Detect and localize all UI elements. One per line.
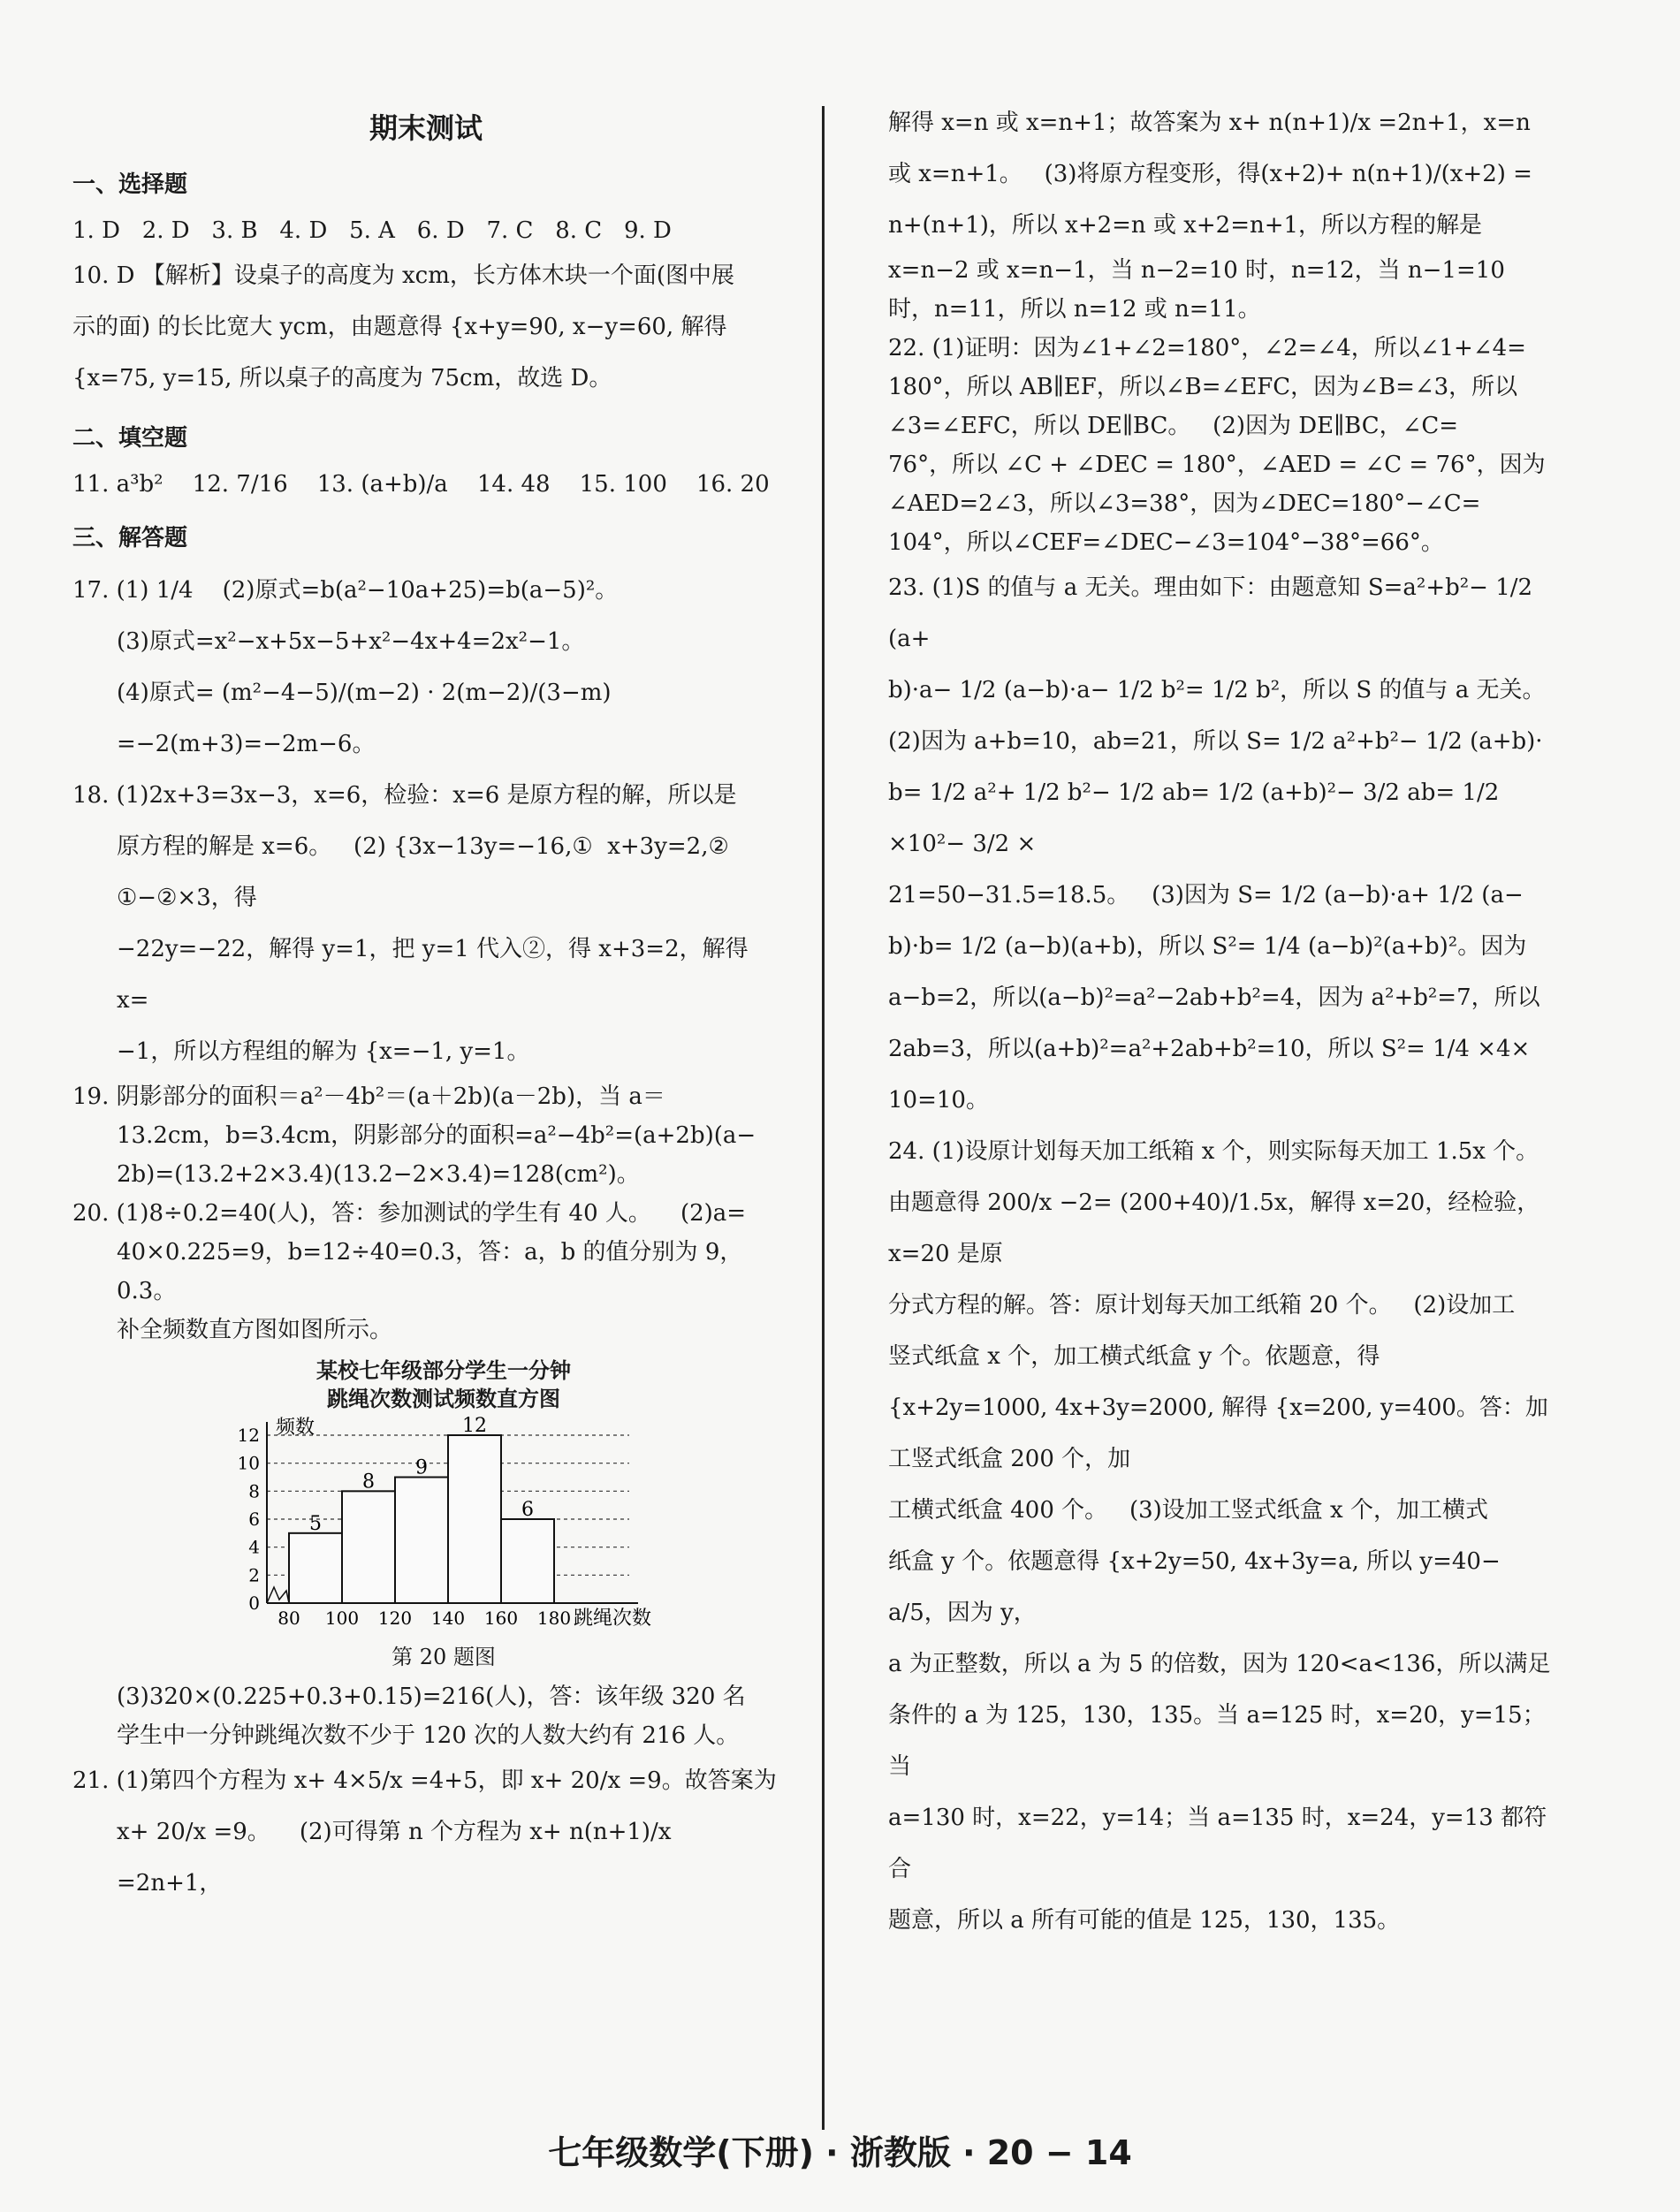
x-tick-label: 160 [483,1608,519,1629]
q23-line-3: (2)因为 a+b=10，ab=21，所以 S= 1/2 a²+b²− 1/2 (a+b)· [888,728,1543,755]
q18-line-1: 18. (1)2x+3=3x−3，x=6，检验：x=6 是原方程的解，所以是 [72,782,737,809]
q21-line-1: 21. (1)第四个方程为 x+ 4×5/x =4+5，即 x+ 20/x =9。故答案为 [72,1767,777,1794]
q21b-line-3: n+(n+1)，所以 x+2=n 或 x+2=n+1，所以方程的解是 [888,212,1483,239]
q24-line-4: 竖式纸盒 x 个，加工横式纸盒 y 个。依题意，得 [888,1343,1380,1370]
q23-line-8: 2ab=3，所以(a+b)²=a²+2ab+b²=10，所以 S²= 1/4 ×4× [888,1036,1531,1062]
q23-line-5: 21=50−31.5=18.5。 (3)因为 S= 1/2 (a−b)·a+ 1/2 (a− [888,882,1524,908]
histogram-bar [289,1533,342,1603]
q22-line-6: 104°，所以∠CEF=∠DEC−∠3=104°−38°=66°。 [888,529,1444,556]
q19-line-1: 19. 阴影部分的面积＝a²－4b²＝(a＋2b)(a－2b)，当 a＝ [72,1083,665,1110]
q20-line-2: 40×0.225=9，b=12÷40=0.3，答：a，b 的值分别为 9，0.3。 [117,1239,743,1304]
q24-line-6: 工横式纸盒 400 个。 (3)设加工竖式纸盒 x 个，加工横式 [888,1497,1488,1524]
histogram-bar [342,1491,395,1603]
q23-line-2: b)·a− 1/2 (a−b)·a− 1/2 b²= 1/2 b²，所以 S 的值与 a 无关。 [888,677,1546,703]
chart-caption: 第 20 题图 [391,1645,496,1669]
y-tick-label: 10 [237,1452,260,1474]
histogram-chart [205,1413,682,1634]
choice-answers: 1. D 2. D 3. B 4. D 5. A 6. D 7. C 8. C 9. D [72,217,672,244]
axis-break [267,1587,289,1603]
q24-line-3: 分式方程的解。答：原计划每天加工纸箱 20 个。 (2)设加工 [888,1292,1516,1319]
x-tick-label: 180 [536,1608,572,1629]
x-tick-label: 120 [377,1608,413,1629]
q24-line-9: 条件的 a 为 125，130，135。当 a=125 时，x=20，y=15；当 [888,1702,1546,1780]
q24-line-8: a 为正整数，所以 a 为 5 的倍数，因为 120<a<136，所以满足 [888,1651,1551,1677]
y-tick-label: 12 [237,1425,260,1446]
x-tick-label: 140 [430,1608,466,1629]
section-choice-heading: 一、选择题 [72,171,188,198]
chart-title-line-2: 跳绳次数测试频数直方图 [327,1387,560,1411]
y-axis-label: 频数 [276,1417,315,1439]
q24-line-5: {x+2y=1000, 4x+3y=2000, 解得 {x=200, y=400。答：加工竖式纸盒 200 个，加 [888,1395,1548,1472]
q17-line-2: (3)原式=x²−x+5x−5+x²−4x+4=2x²−1。 [117,628,585,655]
q17-line-3: (4)原式= (m²−4−5)/(m−2) · 2(m−2)/(3−m) =−2(m+3)=−2m−6。 [117,680,619,757]
q21-line-2: x+ 20/x =9。 (2)可得第 n 个方程为 x+ n(n+1)/x =2n+1， [117,1819,679,1897]
q19-line-3: 2b)=(13.2+2×3.4)(13.2−2×3.4)=128(cm²)。 [117,1161,640,1188]
q22-line-5: ∠AED=2∠3，所以∠3=38°，因为∠DEC=180°−∠C= [888,490,1481,517]
q20-line-1: 20. (1)8÷0.2=40(人)，答：参加测试的学生有 40 人。 (2)a= [72,1200,747,1227]
right-column [888,97,1560,1946]
x-tick-label: 100 [324,1608,360,1629]
q20-line-4: (3)320×(0.225+0.3+0.15)=216(人)，答：该年级 320 名 [117,1684,746,1710]
q18-line-3: −22y=−22，解得 y=1，把 y=1 代入②，得 x+3=2，解得 x= [117,936,756,1014]
q21b-line-5: 时，n=11，所以 n=12 或 n=11。 [888,296,1261,323]
q10-line-2: 示的面) 的长比宽大 ycm，由题意得 {x+y=90, x−y=60, 解得 [72,314,727,340]
q23-line-4: b= 1/2 a²+ 1/2 b²− 1/2 ab= 1/2 (a+b)²− 3/2 ab= 1/2 ×10²− 3/2 × [888,779,1507,857]
x-axis-label: 跳绳次数 [574,1608,652,1630]
histogram-bar [448,1435,501,1603]
bar-value-label: 9 [415,1456,428,1479]
histogram-figure [205,1357,682,1670]
q24-line-2: 由题意得 200/x −2= (200+40)/1.5x，解得 x=20，经检验，x=20 是原 [888,1190,1540,1267]
bar-value-label: 6 [521,1499,534,1521]
left-column [72,97,779,1909]
q23-line-1: 23. (1)S 的值与 a 无关。理由如下：由题意知 S=a²+b²− 1/2 (a+ [888,574,1540,652]
y-tick-label: 0 [248,1592,260,1614]
x-tick-label: 80 [277,1608,300,1629]
q20-line-3: 补全频数直方图如图所示。 [117,1317,393,1343]
q18-line-2: 原方程的解是 x=6。 (2) {3x−13y=−16,① x+3y=2,② ①−②×3，得 [117,833,737,911]
q21b-line-1: 解得 x=n 或 x=n+1；故答案为 x+ n(n+1)/x =2n+1，x=n [888,110,1531,136]
section-solve-heading: 三、解答题 [72,525,188,551]
q10-line-3: {x=75, y=15, 所以桌子的高度为 75cm，故选 D。 [72,365,612,391]
q23-line-7: a−b=2，所以(a−b)²=a²−2ab+b²=4，因为 a²+b²=7，所以 [888,984,1540,1011]
page-title: 期末测试 [369,111,483,145]
chart-title-line-1: 某校七年级部分学生一分钟 [316,1358,571,1383]
y-tick-label: 6 [248,1509,260,1530]
histogram-bar [395,1478,448,1604]
q21b-line-4: x=n−2 或 x=n−1，当 n−2=10 时，n=12，当 n−1=10 [888,257,1505,284]
y-tick-label: 8 [248,1480,260,1502]
q20-line-5: 学生中一分钟跳绳次数不少于 120 次的人数大约有 216 人。 [117,1722,740,1749]
q24-line-7: 纸盒 y 个。依题意得 {x+2y=50, 4x+3y=a, 所以 y=40− a/5，因为 y， [888,1548,1509,1626]
q22-line-4: 76°，所以 ∠C + ∠DEC = 180°，∠AED = ∠C = 76°，因为 [888,452,1546,478]
histogram-bar [501,1519,554,1603]
q22-line-2: 180°，所以 AB∥EF，所以∠B=∠EFC，因为∠B=∠3，所以 [888,374,1518,400]
fill-answers: 11. a³b² 12. 7/16 13. (a+b)/a 14. 48 15. 100 16. 20 [72,471,770,498]
q23-line-6: b)·b= 1/2 (a−b)(a+b)，所以 S²= 1/4 (a−b)²(a+b)²。因为 [888,933,1527,960]
q17-line-1: 17. (1) 1/4 (2)原式=b(a²−10a+25)=b(a−5)²。 [72,577,619,604]
bar-value-label: 8 [362,1471,375,1494]
q22-line-3: ∠3=∠EFC，所以 DE∥BC。 (2)因为 DE∥BC，∠C= [888,413,1459,439]
q21b-line-2: 或 x=n+1。 (3)将原方程变形，得(x+2)+ n(n+1)/(x+2) = [888,161,1532,187]
q18-line-4: −1，所以方程组的解为 {x=−1, y=1。 [117,1038,530,1065]
section-fill-heading: 二、填空题 [72,425,188,452]
q24-line-1: 24. (1)设原计划每天加工纸箱 x 个，则实际每天加工 1.5x 个。 [888,1138,1539,1165]
q23-line-9: 10=10。 [888,1087,989,1114]
q10-line-1: 10. D 【解析】设桌子的高度为 xcm，长方体木块一个面(图中展 [72,262,735,289]
column-divider [822,106,825,2130]
q19-line-2: 13.2cm，b=3.4cm，阴影部分的面积=a²−4b²=(a+2b)(a− [117,1122,756,1149]
y-tick-label: 2 [248,1564,260,1586]
y-tick-label: 4 [248,1536,260,1558]
page-footer: 七年级数学(下册) · 浙教版 · 20 − 14 [548,2133,1132,2172]
bar-value-label: 12 [462,1415,487,1437]
q24-line-11: 题意，所以 a 所有可能的值是 125，130，135。 [888,1907,1401,1934]
bar-value-label: 5 [309,1512,322,1535]
q22-line-1: 22. (1)证明：因为∠1+∠2=180°，∠2=∠4，所以∠1+∠4= [888,335,1526,361]
q24-line-10: a=130 时，x=22，y=14；当 a=135 时，x=24，y=13 都符合 [888,1805,1547,1882]
